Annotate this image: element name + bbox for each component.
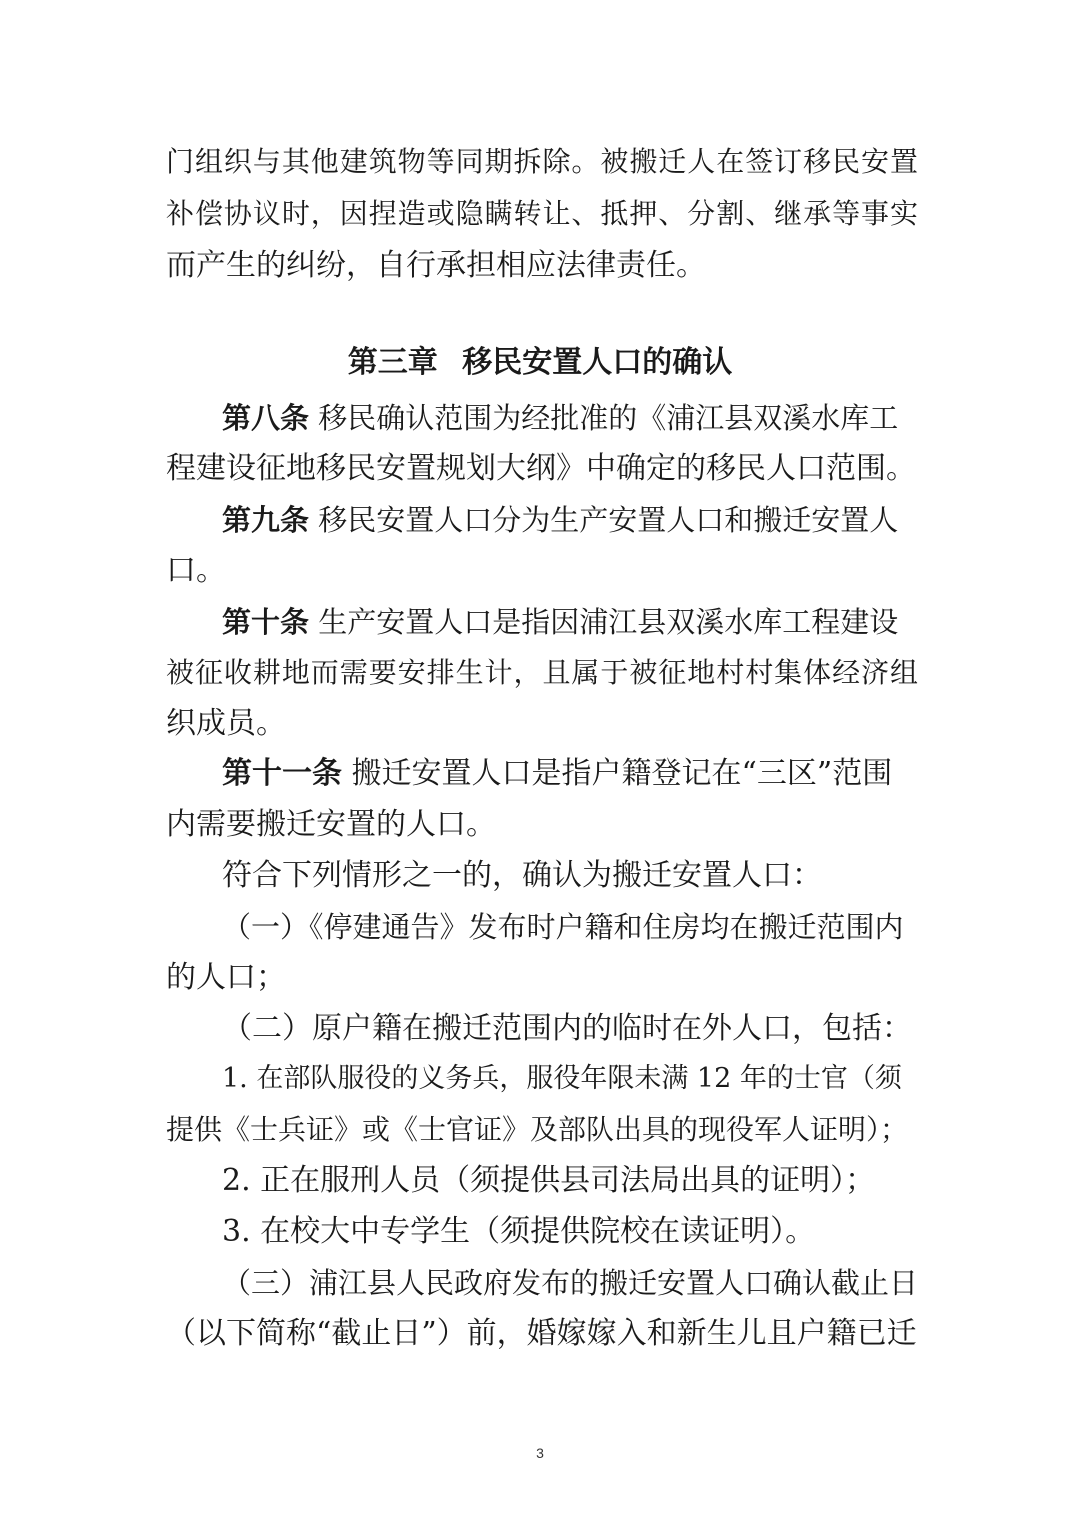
paragraph-line: 提供《士兵证》或《士官证》及部队出具的现役军人证明）； [166,1113,909,1146]
article-11-line [222,754,918,794]
list-item-2: （二）原户籍在搬迁范围内的临时在外人口，包括： [222,1011,912,1046]
article-8-text: 移民确认范围为经批准的《浦江县双溪水库工 [309,401,899,435]
paragraph-line: 内需要搬迁安置的人口。 [166,807,496,842]
list-item-1: （一）《停建通告》发布时户籍和住房均在搬迁范围内 [222,910,904,944]
paragraph-line: （以下简称“截止日”）前，婚嫁嫁入和新生儿且户籍已迁 [166,1316,917,1351]
paragraph-line: 的人口； [166,960,286,995]
page-number: 3 [536,1445,544,1461]
paragraph-line: 程建设征地移民安置规划大纲》中确定的移民人口范围。 [166,451,916,486]
article-10-label: 第十条 [222,605,310,639]
sub-item-1: 1. 在部队服役的义务兵，服役年限未满 12 年的士官（须 [222,1063,902,1094]
article-9-text: 移民安置人口分为生产安置人口和搬迁安置人 [309,503,899,537]
paragraph-line: 门组织与其他建筑物等同期拆除。被搬迁人在签订移民安置 [166,145,918,178]
list-item-3: （三）浦江县人民政府发布的搬迁安置人口确认截止日 [222,1266,918,1300]
article-10-text: 生产安置人口是指因浦江县双溪水库工程建设 [309,605,899,639]
article-9-line [222,500,918,540]
chapter-heading: 第三章 移民安置人口的确认 [347,345,733,380]
article-11-label: 第十一条 [222,756,342,791]
paragraph-line: 符合下列情形之一的，确认为搬迁安置人口： [222,858,822,893]
article-9-label: 第九条 [222,503,310,537]
paragraph-line: 而产生的纠纷，自行承担相应法律责任。 [166,248,706,283]
paragraph-line: 补偿协议时，因捏造或隐瞒转让、抵押、分割、继承等事实 [166,197,918,230]
paragraph-line: 口。 [166,553,226,588]
sub-item-3: 3. 在校大中专学生（须提供院校在读证明）。 [222,1214,816,1249]
article-8-label: 第八条 [222,401,310,435]
article-8-line [222,398,918,438]
paragraph-line: 织成员。 [166,706,286,741]
paragraph-line: 被征收耕地而需要安排生计，且属于被征地村村集体经济组 [166,656,918,689]
sub-item-2: 2. 正在服刑人员（须提供县司法局出具的证明）； [222,1163,876,1198]
article-10-line [222,602,918,642]
article-11-text: 搬迁安置人口是指户籍登记在“三区”范围 [342,756,893,791]
